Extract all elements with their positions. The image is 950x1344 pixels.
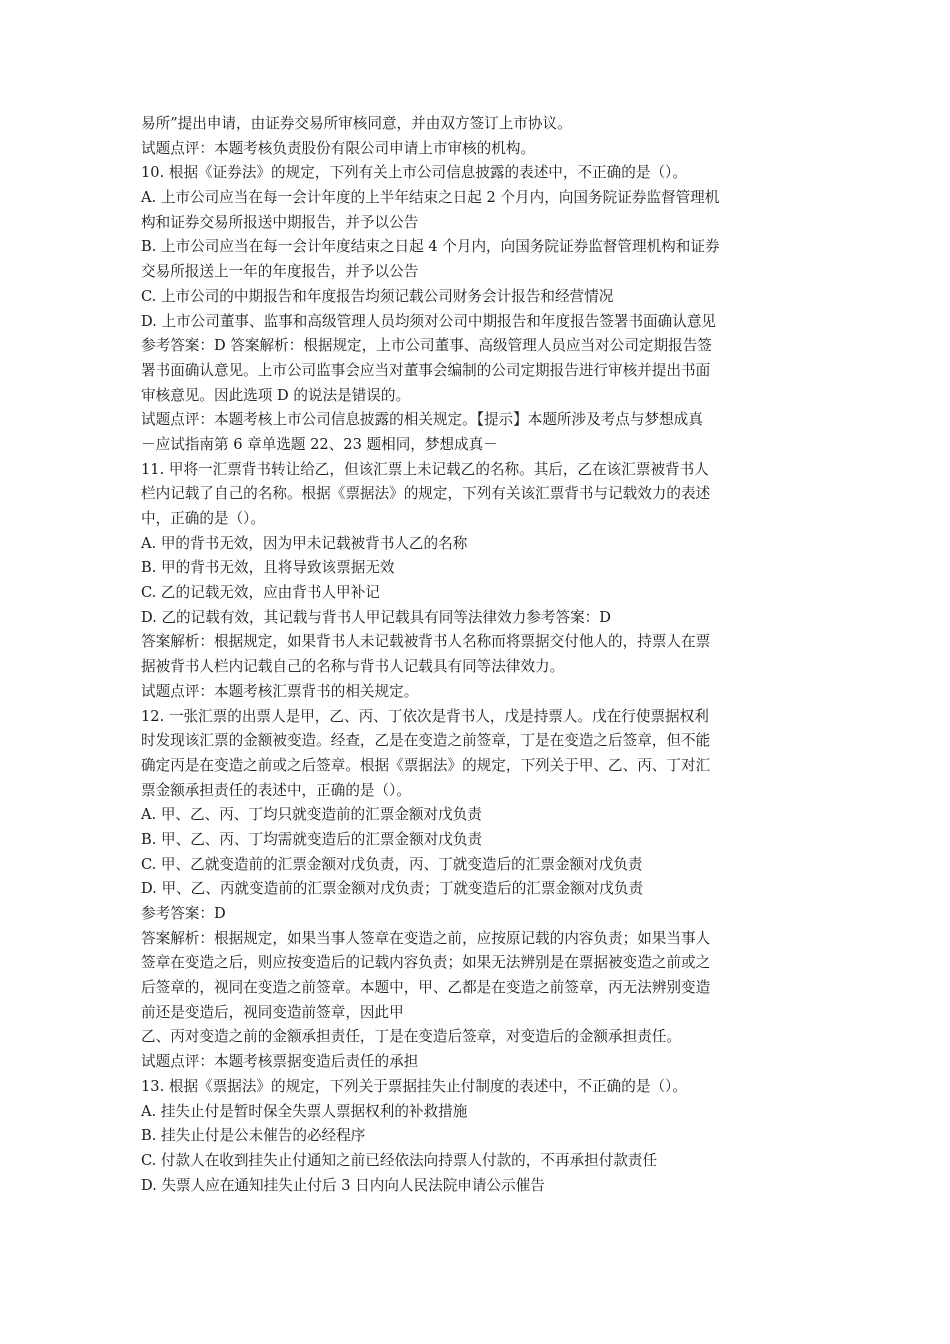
text-line: 试题点评：本题考核票据变造后责任的承担 bbox=[141, 1053, 419, 1071]
text-line: 据被背书人栏内记载自己的名称与背书人记载具有同等法律效力。 bbox=[141, 658, 565, 676]
text-line: 11. 甲将一汇票背书转让给乙，但该汇票上未记载乙的名称。其后，乙在该汇票被背书人 bbox=[141, 460, 709, 478]
text-line: 参考答案：D bbox=[141, 905, 226, 922]
text-line: 署书面确认意见。上市公司监事会应当对董事会编制的公司定期报告进行审核并提出书面 bbox=[141, 361, 711, 379]
text-line: C. 上市公司的中期报告和年度报告均须记载公司财务会计报告和经营情况 bbox=[141, 287, 614, 305]
text-line: A. 上市公司应当在每一会计年度的上半年结束之日起 2 个月内，向国务院证券监督管理机 bbox=[141, 189, 720, 207]
text-line: 12. 一张汇票的出票人是甲，乙、丙、丁依次是背书人，戊是持票人。戊在行使票据权利 bbox=[141, 707, 709, 725]
text-line: 参考答案：D 答案解析：根据规定，上市公司董事、高级管理人员应当对公司定期报告签 bbox=[141, 337, 712, 355]
text-line: C. 付款人在收到挂失止付通知之前已经依法向持票人付款的，不再承担付款责任 bbox=[141, 1151, 658, 1169]
text-line: A. 甲的背书无效，因为甲未记载被背书人乙的名称 bbox=[141, 534, 468, 552]
text-line: C. 甲、乙就变造前的汇票金额对戊负责，丙、丁就变造后的汇票金额对戊负责 bbox=[141, 855, 643, 873]
text-line: 答案解析：根据规定，如果背书人未记载被背书人名称而将票据交付他人的，持票人在票 bbox=[141, 633, 711, 651]
text-line: 交易所报送上一年的年度报告，并予以公告 bbox=[141, 263, 419, 281]
text-line: 时发现该汇票的金额被变造。经查，乙是在变造之前签章，丁是在变造之后签章，但不能 bbox=[141, 732, 711, 750]
text-line: 13. 根据《票据法》的规定，下列关于票据挂失止付制度的表述中，不正确的是（）。 bbox=[141, 1077, 687, 1095]
text-line: 后签章的，视同在变造之前签章。本题中，甲、乙都是在变造之前签章，丙无法辨别变造 bbox=[141, 979, 711, 997]
text-line: 构和证券交易所报送中期报告，并予以公告 bbox=[141, 213, 419, 231]
text-line: 试题点评：本题考核汇票背书的相关规定。 bbox=[141, 682, 419, 700]
text-line: B. 挂失止付是公未催告的必经程序 bbox=[141, 1127, 366, 1145]
text-line: 前还是变造后，视同变造前签章，因此甲 bbox=[141, 1003, 404, 1021]
text-line: 栏内记载了自己的名称。根据《票据法》的规定，下列有关该汇票背书与记载效力的表述 bbox=[141, 485, 711, 503]
text-line: B. 甲的背书无效，且将导致该票据无效 bbox=[141, 559, 395, 577]
text-line: 10. 根据《证券法》的规定，下列有关上市公司信息披露的表述中，不正确的是（）。 bbox=[141, 164, 687, 182]
text-line: 签章在变造之后，则应按变造后的记载内容负责；如果无法辨别是在票据被变造之前或之 bbox=[141, 954, 711, 972]
text-line: B. 甲、乙、丙、丁均需就变造后的汇票金额对戊负责 bbox=[141, 830, 483, 848]
text-line: －应试指南第 6 章单选题 22、23 题相同，梦想成真－ bbox=[141, 435, 498, 453]
text-line: 答案解析：根据规定，如果当事人签章在变造之前，应按原记载的内容负责；如果当事人 bbox=[141, 929, 711, 947]
text-line: C. 乙的记载无效，应由背书人甲补记 bbox=[141, 584, 380, 602]
text-line: 票金额承担责任的表述中，正确的是（）。 bbox=[141, 781, 411, 799]
text-line: 审核意见。因此选项 D 的说法是错误的。 bbox=[141, 386, 411, 404]
text-line: A. 甲、乙、丙、丁均只就变造前的汇票金额对戊负责 bbox=[141, 806, 482, 824]
text-line: 乙、丙对变造之前的金额承担责任，丁是在变造后签章，对变造后的金额承担责任。 bbox=[141, 1028, 681, 1046]
text-line: 中，正确的是（）。 bbox=[141, 510, 266, 527]
text-line: 易所”提出申请，由证券交易所审核同意，并由双方签订上市协议。 bbox=[141, 115, 572, 132]
text-line: 确定丙是在变造之前或之后签章。根据《票据法》的规定，下列关于甲、乙、丙、丁对汇 bbox=[141, 756, 711, 774]
text-line: D. 失票人应在通知挂失止付后 3 日内向人民法院申请公示催告 bbox=[141, 1176, 545, 1194]
text-line: A. 挂失止付是暂时保全失票人票据权利的补救措施 bbox=[141, 1102, 468, 1120]
text-line: D. 乙的记载有效，其记载与背书人甲记载具有同等法律效力参考答案：D bbox=[141, 608, 611, 626]
document-body bbox=[141, 112, 821, 1198]
text-line: D. 甲、乙、丙就变造前的汇票金额对戊负责；丁就变造后的汇票金额对戊负责 bbox=[141, 880, 644, 898]
text-line: D. 上市公司董事、监事和高级管理人员均须对公司中期报告和年度报告签署书面确认意见 bbox=[141, 312, 717, 330]
text-line: 试题点评：本题考核负责股份有限公司申请上市审核的机构。 bbox=[141, 139, 536, 157]
text-line: 试题点评：本题考核上市公司信息披露的相关规定。【提示】本题所涉及考点与梦想成真 bbox=[141, 411, 703, 429]
text-line: B. 上市公司应当在每一会计年度结束之日起 4 个月内，向国务院证券监督管理机构和证券 bbox=[141, 238, 720, 256]
